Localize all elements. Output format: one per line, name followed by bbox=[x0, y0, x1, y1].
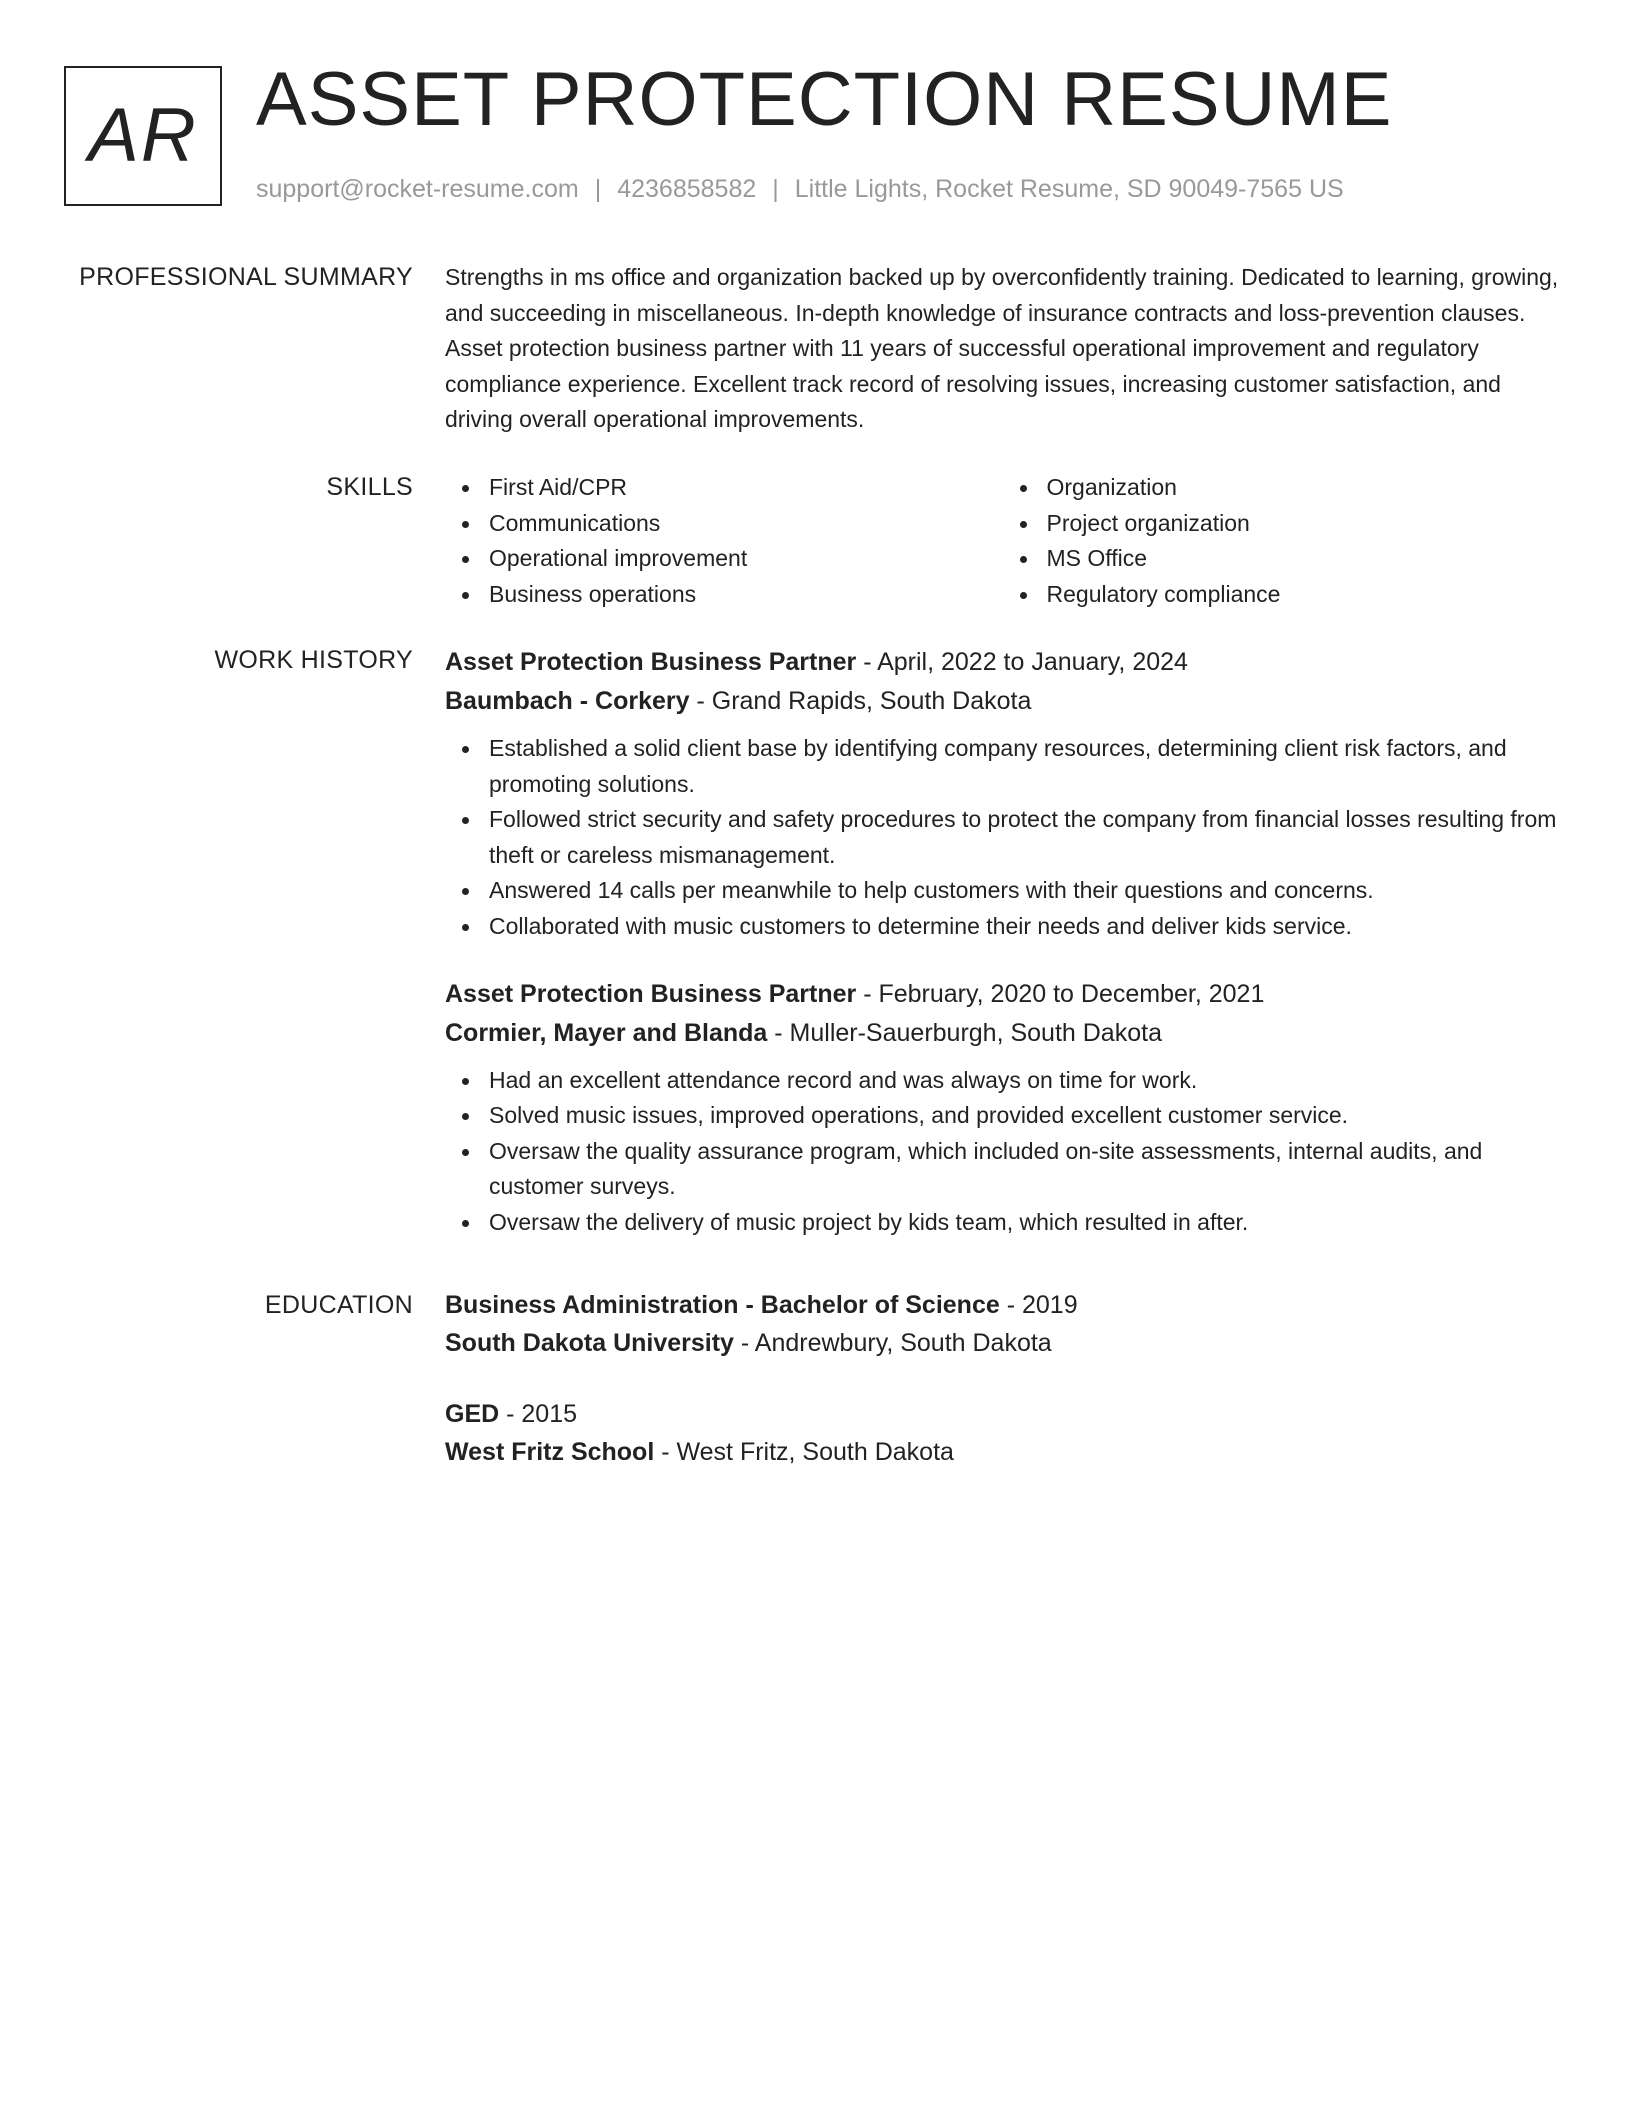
job-title: Asset Protection Business Partner bbox=[445, 648, 857, 676]
education-degree-line bbox=[445, 1395, 1560, 1433]
contact-address: Little Lights, Rocket Resume, SD 90049-7565 US bbox=[794, 175, 1344, 203]
contact-separator: | bbox=[772, 175, 779, 203]
education-school-line bbox=[445, 1433, 1560, 1471]
education-school: West Fritz School bbox=[445, 1438, 655, 1466]
summary-body bbox=[445, 260, 1560, 438]
skill-item: Organization bbox=[1047, 470, 1561, 506]
skill-item: Business operations bbox=[489, 577, 1003, 613]
job-duty: Established a solid client base by identifying company resources, determining client risk factors, and promoting solutions. bbox=[489, 731, 1560, 802]
resume-title: ASSET PROTECTION RESUME bbox=[256, 57, 1393, 142]
education-school: South Dakota University bbox=[445, 1329, 734, 1357]
skills-list-left bbox=[445, 470, 1003, 612]
job-company: Cormier, Mayer and Blanda bbox=[445, 1018, 768, 1047]
job-duties-list bbox=[445, 731, 1560, 945]
contact-separator: | bbox=[594, 175, 602, 203]
job-company-line bbox=[445, 1014, 1560, 1053]
education-body bbox=[445, 1286, 1560, 1471]
job-duty: Oversaw the delivery of music project by kids team, which resulted in after. bbox=[489, 1205, 1560, 1241]
skill-item: First Aid/CPR bbox=[489, 470, 1003, 506]
education-location: - Andrewbury, South Dakota bbox=[733, 1329, 1052, 1357]
work-history-heading: WORK HISTORY bbox=[214, 646, 413, 674]
monogram-box bbox=[64, 66, 222, 206]
job-duty: Followed strict security and safety procedures to protect the company from financial losses resulting from theft or careless mismanagement. bbox=[489, 802, 1560, 873]
job-title-line bbox=[445, 643, 1560, 682]
job-dates: - April, 2022 to January, 2024 bbox=[856, 648, 1188, 676]
job-location: - Grand Rapids, South Dakota bbox=[689, 687, 1032, 715]
job-duties-list bbox=[445, 1063, 1560, 1241]
job-entry bbox=[445, 643, 1560, 945]
skill-item: Operational improvement bbox=[489, 541, 1003, 577]
education-degree-line bbox=[445, 1286, 1560, 1324]
education-year: - 2019 bbox=[999, 1291, 1078, 1319]
education-degree: GED bbox=[445, 1400, 500, 1428]
job-duty: Solved music issues, improved operations, and provided excellent customer service. bbox=[489, 1098, 1560, 1134]
contact-email: support@rocket-resume.com bbox=[256, 175, 579, 203]
job-entry bbox=[445, 975, 1560, 1241]
education-entry bbox=[445, 1395, 1560, 1471]
contact-line bbox=[256, 174, 1344, 204]
skills-heading: SKILLS bbox=[326, 473, 413, 501]
monogram-initials: AR bbox=[88, 93, 198, 178]
education-heading: EDUCATION bbox=[264, 1291, 413, 1319]
job-company-line bbox=[445, 682, 1560, 721]
job-duty: Oversaw the quality assurance program, which included on-site assessments, internal audits, and customer surveys. bbox=[489, 1134, 1560, 1205]
education-location: - West Fritz, South Dakota bbox=[654, 1438, 954, 1466]
job-location: - Muller-Sauerburgh, South Dakota bbox=[767, 1018, 1162, 1047]
contact-phone: 4236858582 bbox=[617, 175, 757, 203]
education-year: - 2015 bbox=[499, 1400, 578, 1428]
job-duty: Collaborated with music customers to determine their needs and deliver kids service. bbox=[489, 909, 1560, 945]
education-degree: Business Administration - Bachelor of Science bbox=[445, 1291, 1000, 1319]
skill-item: MS Office bbox=[1047, 541, 1561, 577]
education-school-line bbox=[445, 1324, 1560, 1362]
summary-heading: PROFESSIONAL SUMMARY bbox=[79, 263, 413, 291]
skill-item: Regulatory compliance bbox=[1047, 577, 1561, 613]
job-title-line bbox=[445, 975, 1560, 1014]
work-history-body bbox=[445, 643, 1560, 1241]
skill-item: Project organization bbox=[1047, 506, 1561, 542]
skills-list-right bbox=[1003, 470, 1561, 612]
skills-body bbox=[445, 470, 1560, 612]
job-duty: Answered 14 calls per meanwhile to help customers with their questions and concerns. bbox=[489, 873, 1560, 909]
job-title: Asset Protection Business Partner bbox=[445, 979, 857, 1008]
education-entry bbox=[445, 1286, 1560, 1362]
skill-item: Communications bbox=[489, 506, 1003, 542]
job-company: Baumbach - Corkery bbox=[445, 687, 690, 715]
summary-text: Strengths in ms office and organization backed up by overconfidently training. Dedicated to learning, growing, and succeeding in miscellaneous. In-depth knowledge of insurance contracts and loss-prevention clauses. Asset protection business partner with 11 years of successful operational improvement and regulatory compliance experience. Excellent track record of resolving issues, increasing customer satisfaction, and driving overall operational improvements. bbox=[445, 264, 1559, 433]
job-dates: - February, 2020 to December, 2021 bbox=[856, 979, 1265, 1008]
job-duty: Had an excellent attendance record and was always on time for work. bbox=[489, 1063, 1560, 1099]
